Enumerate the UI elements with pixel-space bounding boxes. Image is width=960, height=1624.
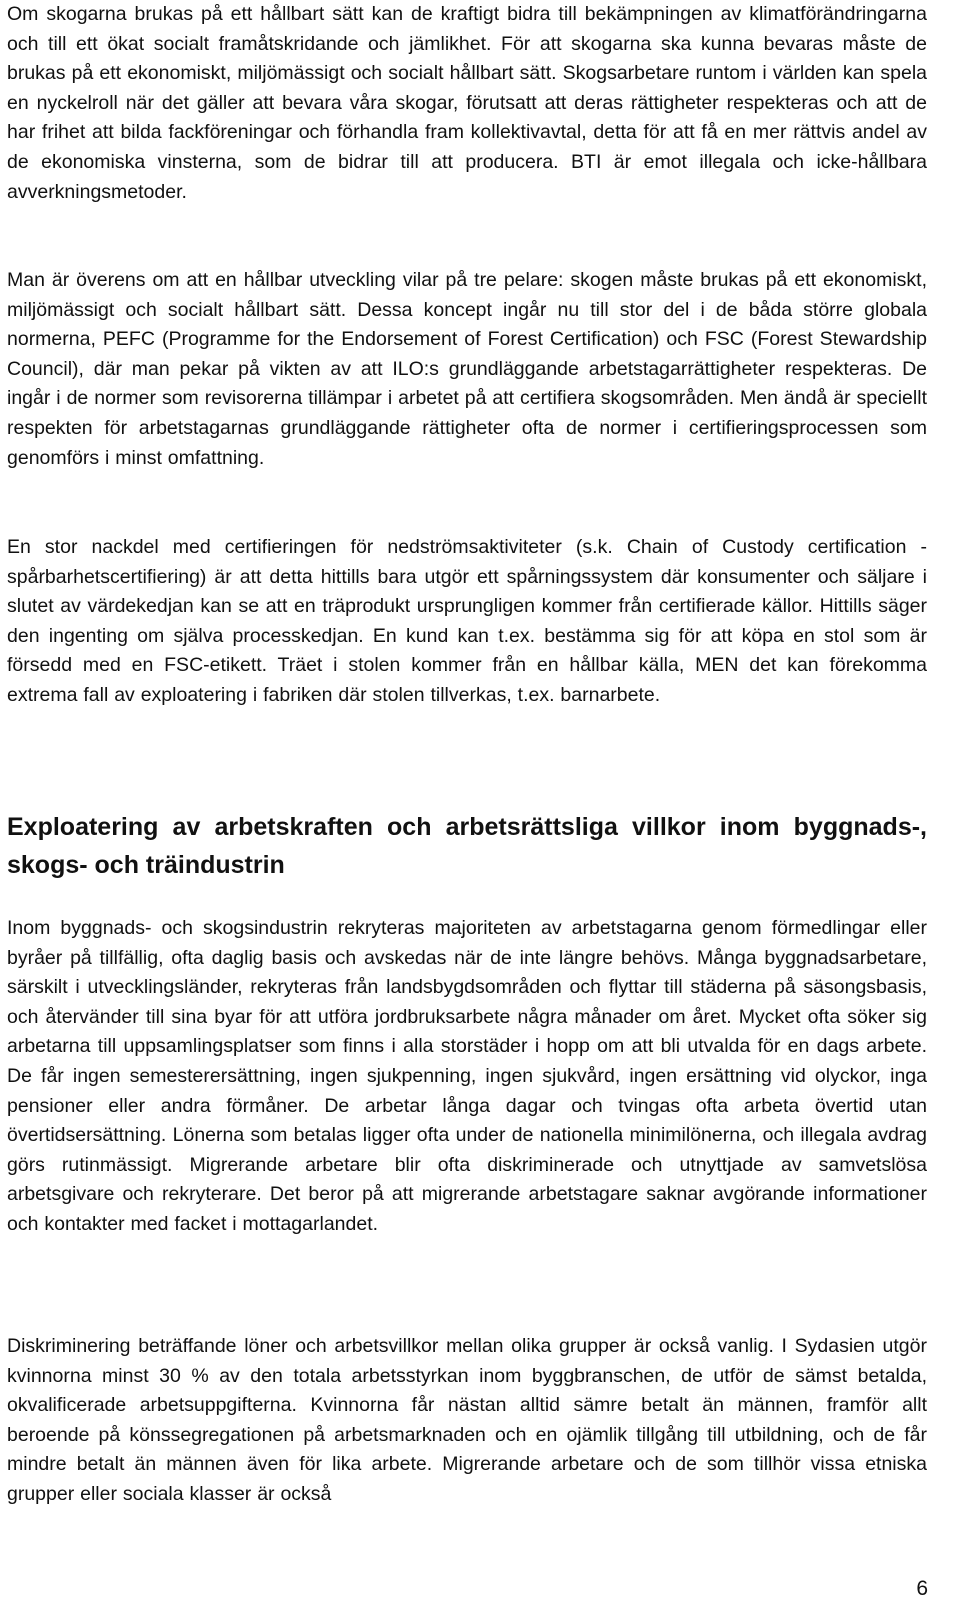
page-number: 6 xyxy=(916,1577,928,1600)
paragraph-discrimination: Diskriminering beträffande löner och arbetsvillkor mellan olika grupper är också vanlig. I Sydasien utgör kvinnorna minst 30 % av den totala arbetsstyrkan inom byggbranschen, de utför de sämst betalda, okvalificerade arbetsuppgifterna. Kvinnorna får nästan alltid sämre betalt än männen, framför allt beroende på könssegregationen på arbetsmarknaden och en ojämlik tillgång till utbildning, och de får mindre betalt än männen även för lika arbete. Migrerande arbetare och de som tillhör vissa etniska grupper eller sociala klasser är också xyxy=(7,1335,927,1505)
paragraph-sustainability-pillars: Man är överens om att en hållbar utveckling vilar på tre pelare: skogen måste brukas på ett ekonomiskt, miljömässigt och socialt hållbart sätt. Dessa koncept ingår nu till stor del i de båda större globala normerna, PEFC (Programme for the Endorsement of Forest Certification) och FSC (Forest Stewardship Council), där man pekar på vikten av att ILO:s grundläggande arbetstagarrättigheter respekteras. De ingår i de normer som revisorerna tillämpar i arbetet på att certifiera skogsområden. Men ändå är speciellt respekten för arbetstagarnas grundläggande rättigheter ofta de normer i certifieringsprocessen som genomförs i minst omfattning. xyxy=(7,269,927,469)
paragraph-chain-of-custody: En stor nackdel med certifieringen för nedströmsaktiviteter (s.k. Chain of Custody certification - spårbarhetscertifiering) är att detta hittills bara utgör ett spårningssystem där konsumenter och säljare i slutet av värdekedjan kan se att en träprodukt ursprungligen kommer från certifierade källor. Hittills säger den ingenting om själva processkedjan. En kund kan t.ex. bestämma sig för att köpa en stol som är försedd med en FSC-etikett. Träet i stolen kommer från en hållbar källa, MEN det kan förekomma extrema fall av exploatering i fabriken där stolen tillverkas, t.ex. barnarbete. xyxy=(7,536,927,706)
paragraph-forest-sustainability: Om skogarna brukas på ett hållbart sätt kan de kraftigt bidra till bekämpningen av klimatförändringarna och till ett ökat socialt framåtskridande och jämlikhet. För att skogarna ska kunna bevaras måste de brukas på ett ekonomiskt, miljömässigt och socialt hållbart sätt. Skogsarbetare runtom i världen kan spela en nyckelroll när det gäller att bevara våra skogar, förutsatt att deras rättigheter respekteras och att de har frihet att bilda fackföreningar och förhandla fram kollektivavtal, detta för att få en mer rättvis andel av de ekonomiska vinsterna, som de bidrar till att producera. BTI är emot illegala och icke-hållbara avverkningsmetoder. xyxy=(7,3,927,203)
section-heading: Exploatering av arbetskraften och arbetsrättsliga villkor inom byggnads-, skogs- och träindustrin xyxy=(7,813,927,879)
paragraph-recruitment: Inom byggnads- och skogsindustrin rekryteras majoriteten av arbetstagarna genom förmedlingar eller byråer på tillfällig, ofta daglig basis och avskedas när de inte längre behövs. Många byggnadsarbetare, särskilt i utvecklingsländer, rekryteras från landsbygdsområden och flyttar till städerna på säsongsbasis, och återvänder till sina byar för att utföra jordbruksarbete några månader om året. Mycket ofta söker sig arbetarna till uppsamlingsplatser som finns i alla storstäder i hopp om att bli utvalda för en dags arbete. De får ingen semesterersättning, ingen sjukpenning, ingen sjukvård, ingen ersättning vid olyckor, inga pensioner eller andra förmåner. De arbetar långa dagar och tvingas ofta arbeta övertid utan övertidsersättning. Lönerna som betalas ligger ofta under de nationella minimilönerna, och illegala avdrag görs rutinmässigt. Migrerande arbetare blir ofta diskriminerade och utnyttjade av samvetslösa arbetsgivare och rekryterare. Det beror på att migrerande arbetstagare saknar avgörande informationer och kontakter med facket i mottagarlandet. xyxy=(7,917,927,1235)
